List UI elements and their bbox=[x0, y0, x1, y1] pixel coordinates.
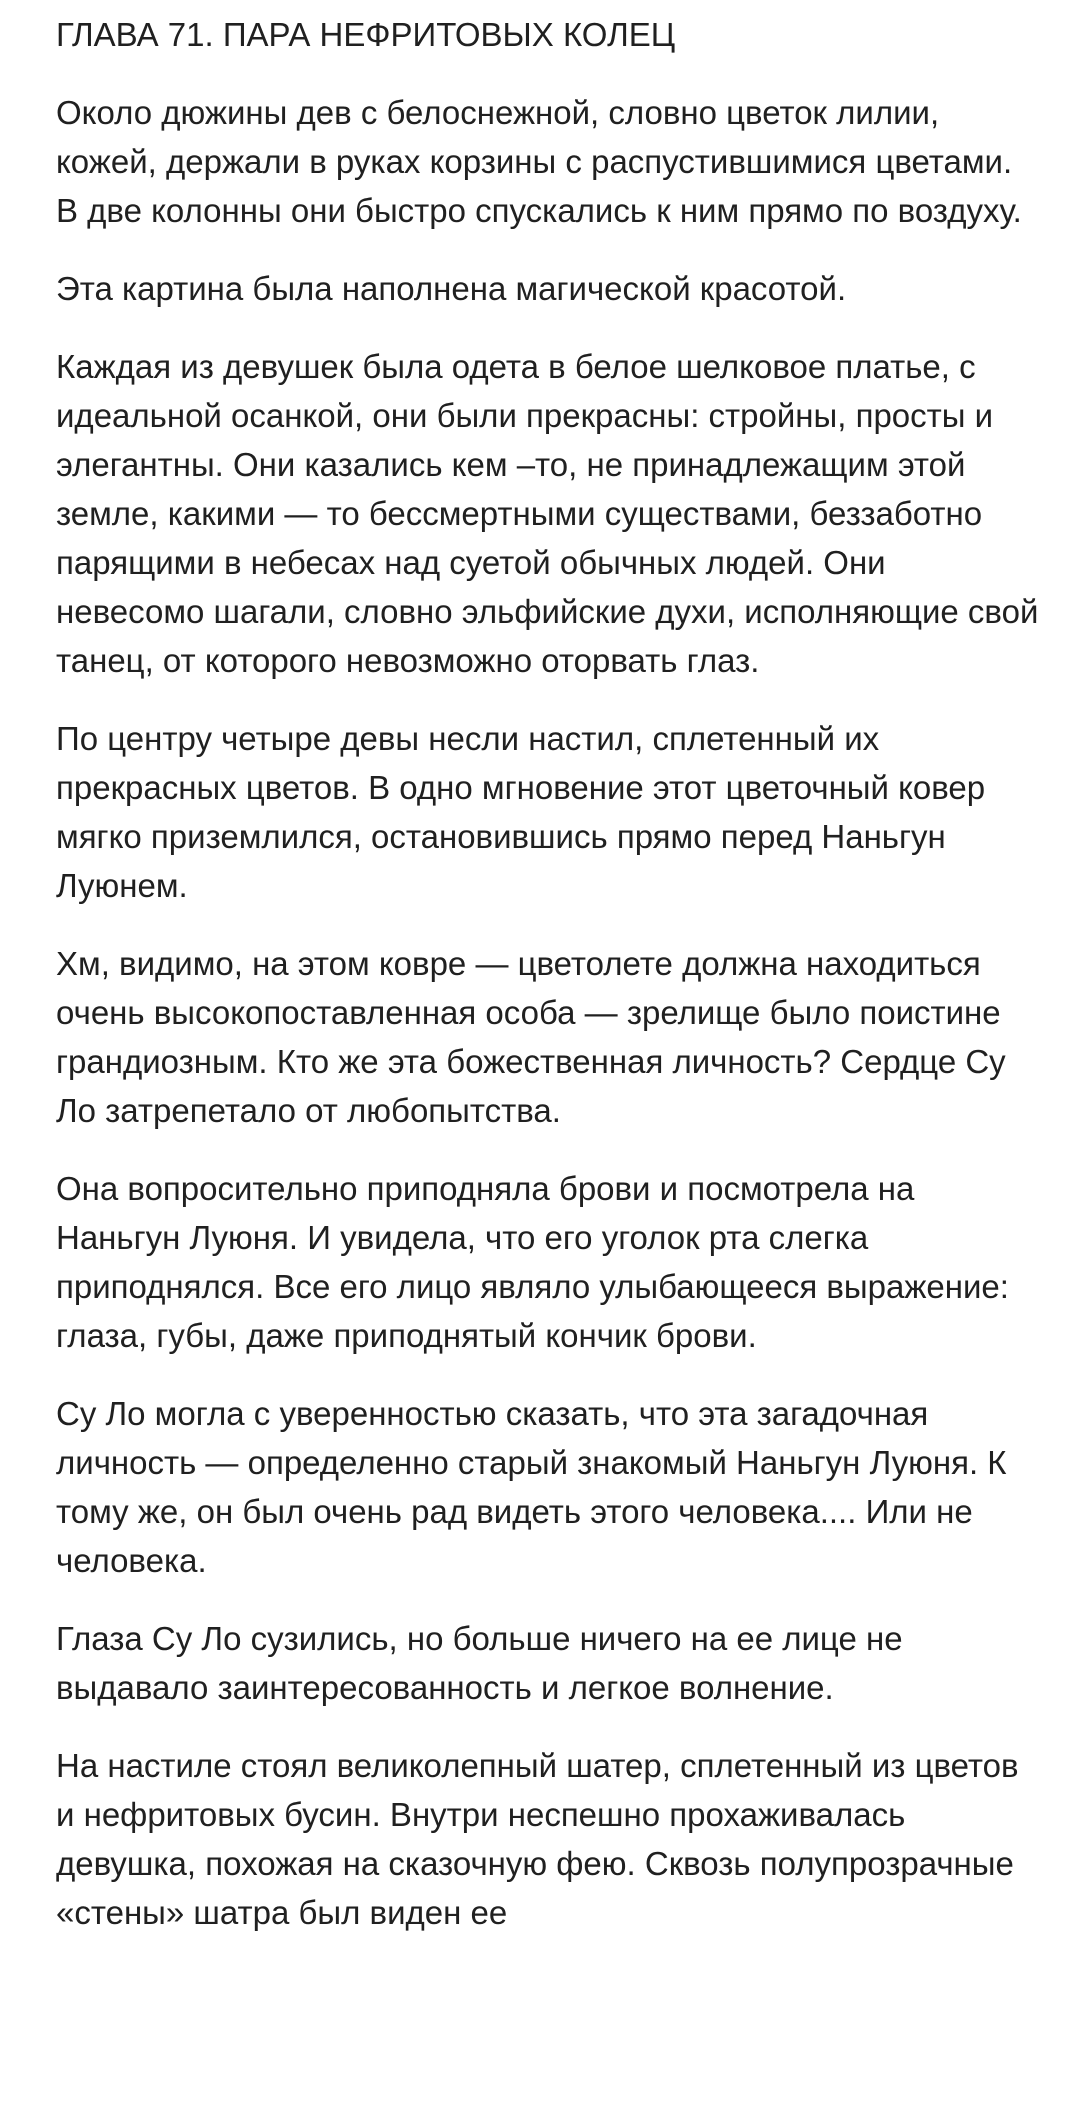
paragraph: Су Ло могла с уверенностью сказать, что эта загадочная личность — определенно старый знакомый Наньгун Луюня. К тому же, он был очень рад видеть этого человека.... Или не человека. bbox=[56, 1395, 1007, 1579]
paragraph: Каждая из девушек была одета в белое шелковое платье, с идеальной осанкой, они были прекрасны: стройны, просты и элегантны. Они казались кем –то, не принадлежащим этой земле, какими — то бессмертными существами, беззаботно парящими в небесах над суетой обычных людей. Они невесомо шагали, словно эльфийские духи, исполняющие свой танец, от которого невозможно оторвать глаз. bbox=[56, 348, 1039, 679]
paragraph: Она вопросительно приподняла брови и посмотрела на Наньгун Луюня. И увидела, что его уголок рта слегка приподнялся. Все его лицо являло улыбающееся выражение: глаза, губы, даже приподнятый кончик брови. bbox=[56, 1170, 1009, 1354]
paragraph: По центру четыре девы несли настил, сплетенный их прекрасных цветов. В одно мгновение этот цветочный ковер мягко приземлился, остановившись прямо перед Наньгун Луюнем. bbox=[56, 720, 986, 904]
chapter-title: ГЛАВА 71. ПАРА НЕФРИТОВЫХ КОЛЕЦ bbox=[56, 16, 676, 53]
paragraph: Около дюжины дев с белоснежной, словно цветок лилии, кожей, держали в руках корзины с распустившимися цветами. В две колонны они быстро спускались к ним прямо по воздуху. bbox=[56, 94, 1022, 229]
paragraph: Глаза Су Ло сузились, но больше ничего на ее лице не выдавало заинтересованность и легкое волнение. bbox=[56, 1620, 903, 1706]
paragraph: Хм, видимо, на этом ковре — цветолете должна находиться очень высокопоставленная особа — зрелище было поистине грандиозным. Кто же эта божественная личность? Сердце Су Ло затрепетало от любопытства. bbox=[56, 945, 1006, 1129]
paragraph: На настиле стоял великолепный шатер, сплетенный из цветов и нефритовых бусин. Внутри неспешно прохаживалась девушка, похожая на сказочную фею. Сквозь полупрозрачные «стены» шатра был виден ее bbox=[56, 1747, 1019, 1931]
paragraph: Эта картина была наполнена магической красотой. bbox=[56, 270, 847, 307]
